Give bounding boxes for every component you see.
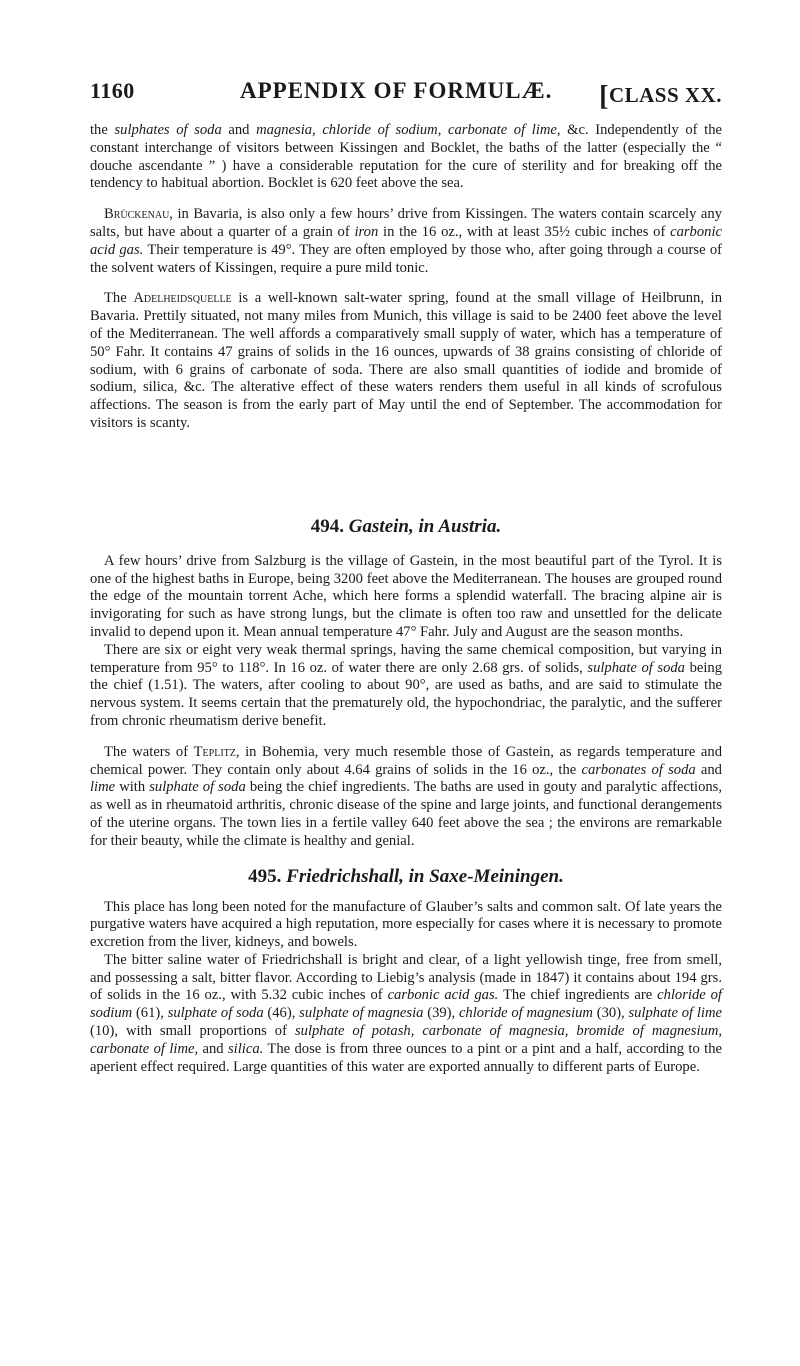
text-run: in the 16 oz., with at least 35½ cubic inches of: [378, 223, 671, 240]
text-run: Teplitz: [193, 743, 236, 760]
page-number: 1160: [90, 78, 135, 103]
text-run: (46),: [263, 1005, 300, 1022]
text-run: The bitter saline water of Friedrichshall is bright and clear, of a light yellowish tinge, free from smell, and possessing a salt, bitter flavor. According to Liebig’s analysis (made in 1847) it contains about 194 grs. of solids in the 16 oz., with 5.32 cubic inches of: [90, 951, 722, 1004]
text-run: &c. Independently of the constant interchange of visitors between Kissingen and Bocklet, the baths of the latter (especially the “ douche ascendante ” ) have a considerable reputation for the cure of sterility and for breaking off the tendency to habitual abortion. Bocklet is 620 feet above the sea.: [90, 122, 722, 192]
text-run: (30),: [592, 1005, 629, 1022]
running-header: [90, 78, 722, 112]
paragraph: [90, 642, 722, 731]
text-run: lime: [90, 779, 116, 796]
text-run: silica.: [228, 1040, 264, 1057]
text-run: chloride of magnesium: [458, 1005, 593, 1022]
text-run: sulphate of magnesia: [299, 1005, 424, 1022]
text-run: and: [221, 122, 257, 138]
text-run: sulphate of soda: [167, 1005, 264, 1022]
paragraph: [90, 952, 722, 1077]
paragraph: [90, 899, 722, 952]
text-run: being the chief (1.51). The waters, after cooling to about 90°, are used as baths, and are said to stimulate the nervous system. It seems certain that the prematurely old, the hypochondriac, the paralytic, and the sufferer from chronic rheumatism derive benefit.: [90, 659, 723, 729]
text-run: and: [695, 761, 722, 778]
text-run: sulphate of soda: [587, 659, 685, 676]
text-run: Brückenau: [104, 206, 170, 223]
text-run: sulphate of potash, carbonate of magnesia, bromide of magnesium, carbonate of lime,: [90, 1023, 723, 1057]
text-run: A few hours’ drive from Salzburg is the village of Gastein, in the most beautiful part of the Tyrol. It is one of the highest baths in Europe, being 3200 feet above the Mediterranean. The houses are grouped round the edge of the mountain torrent Ache, which here forms a splendid waterfall. The bracing alpine air is invigorating for such as have strong lungs, but the climate is often too raw and unsettled for the delicate invalid to depend upon it. Mean annual temperature 47° Fahr. July and August are the season months.: [90, 552, 722, 640]
text-run: and: [198, 1040, 228, 1057]
paragraph: [90, 122, 722, 193]
text-run: carbonic acid gas.: [387, 987, 499, 1004]
text-run: The waters of: [104, 743, 194, 760]
text-run: There are six or eight very weak thermal springs, having the same chemical composition, but varying in temperature from 95° to 118°. In 16 oz. of water there are only 2.68 grs. of solids,: [90, 641, 722, 676]
text-run: being the chief ingredients. The baths are used in gouty and paralytic affections, as well as in rheumatoid arthritis, chronic disease of the spine and large joints, and functional derangements of the uterine organs. The town lies in a fertile valley 640 feet above the sea ; the environs are remarkable for their beauty, while the climate is healthy and genial.: [90, 779, 722, 849]
section-heading-495: 495. Friedrichshall, in Saxe-Meiningen.: [248, 865, 564, 887]
paragraph: [90, 744, 722, 851]
open-bracket: [: [599, 81, 609, 112]
class-label: [CLASS XX.: [599, 81, 722, 112]
text-run: (39),: [423, 1005, 459, 1022]
text-run: with: [115, 779, 150, 796]
text-run: chloride of sodium: [90, 987, 722, 1022]
text-run: (61),: [132, 1005, 168, 1022]
text-run: sulphate of lime: [628, 1005, 722, 1022]
text-run: is a well-known salt-water spring, found at the small village of Heilbrunn, in Bavaria. Prettily situated, not many miles from Munich, this village is said to be 2400 feet above the level of the Mediterranean. The well affords a comparatively small supply of water, which has a temperature of 50° Fahr. It contains 47 grains of solids in the 16 ounces, upwards of 38 grains consisting of chloride of sodium, with 6 grains of carbonate of soda. There are also small quantities of iodide and bromide of sodium, silica, &c. The alterative effect of these waters renders them useful in all kinds of scrofulous affections. The season is from the early part of May until the end of September. The accommodation for visitors is scanty.: [90, 290, 722, 431]
text-run: magnesia, chloride of sodium, carbonate of lime,: [256, 122, 561, 138]
text-run: , in Bohemia, very much resemble those of Gastein, as regards temperature and chemical power. They contain only about 4.64 grains of solids in the 16 oz., the: [90, 743, 722, 778]
text-run: iron: [354, 223, 379, 240]
text-run: the: [90, 122, 115, 138]
text-run: sulphate of soda: [149, 779, 246, 796]
text-run: , in Bavaria, is also only a few hours’ drive from Kissingen. The waters contain scarcely any salts, but have about a quarter of a grain of: [90, 206, 722, 240]
paragraph: [90, 290, 722, 432]
text-run: carbonates of soda: [581, 761, 696, 778]
text-run: sulphates of soda: [114, 122, 222, 138]
running-title: APPENDIX OF FORMULÆ.: [240, 78, 553, 103]
text-run: Adelheidsquelle: [133, 290, 232, 307]
section-heading-494: 494. Gastein, in Austria.: [310, 515, 502, 537]
page-body: [90, 122, 722, 1076]
paragraph: [90, 206, 722, 277]
text-run: carbonic acid gas.: [90, 223, 722, 258]
text-run: The chief ingredients are: [498, 987, 658, 1004]
text-run: The: [104, 290, 134, 307]
text-run: (10), with small proportions of: [90, 1023, 295, 1040]
paragraph: [90, 553, 722, 642]
text-run: The dose is from three ounces to a pint or a pint and a half, according to the aperient effect required. Large quantities of this water are exported annually to different parts of Europe.: [90, 1040, 722, 1075]
text-run: This place has long been noted for the manufacture of Glauber’s salts and common salt. Of late years the purgative waters have acquired a high reputation, more especially for cases where it is necessary to promote excretion from the liver, kidneys, and bowels.: [90, 898, 722, 951]
text-run: Their temperature is 49°. They are often employed by those who, after going through a course of the solvent waters of Kissingen, require a pure mild tonic.: [90, 241, 722, 276]
